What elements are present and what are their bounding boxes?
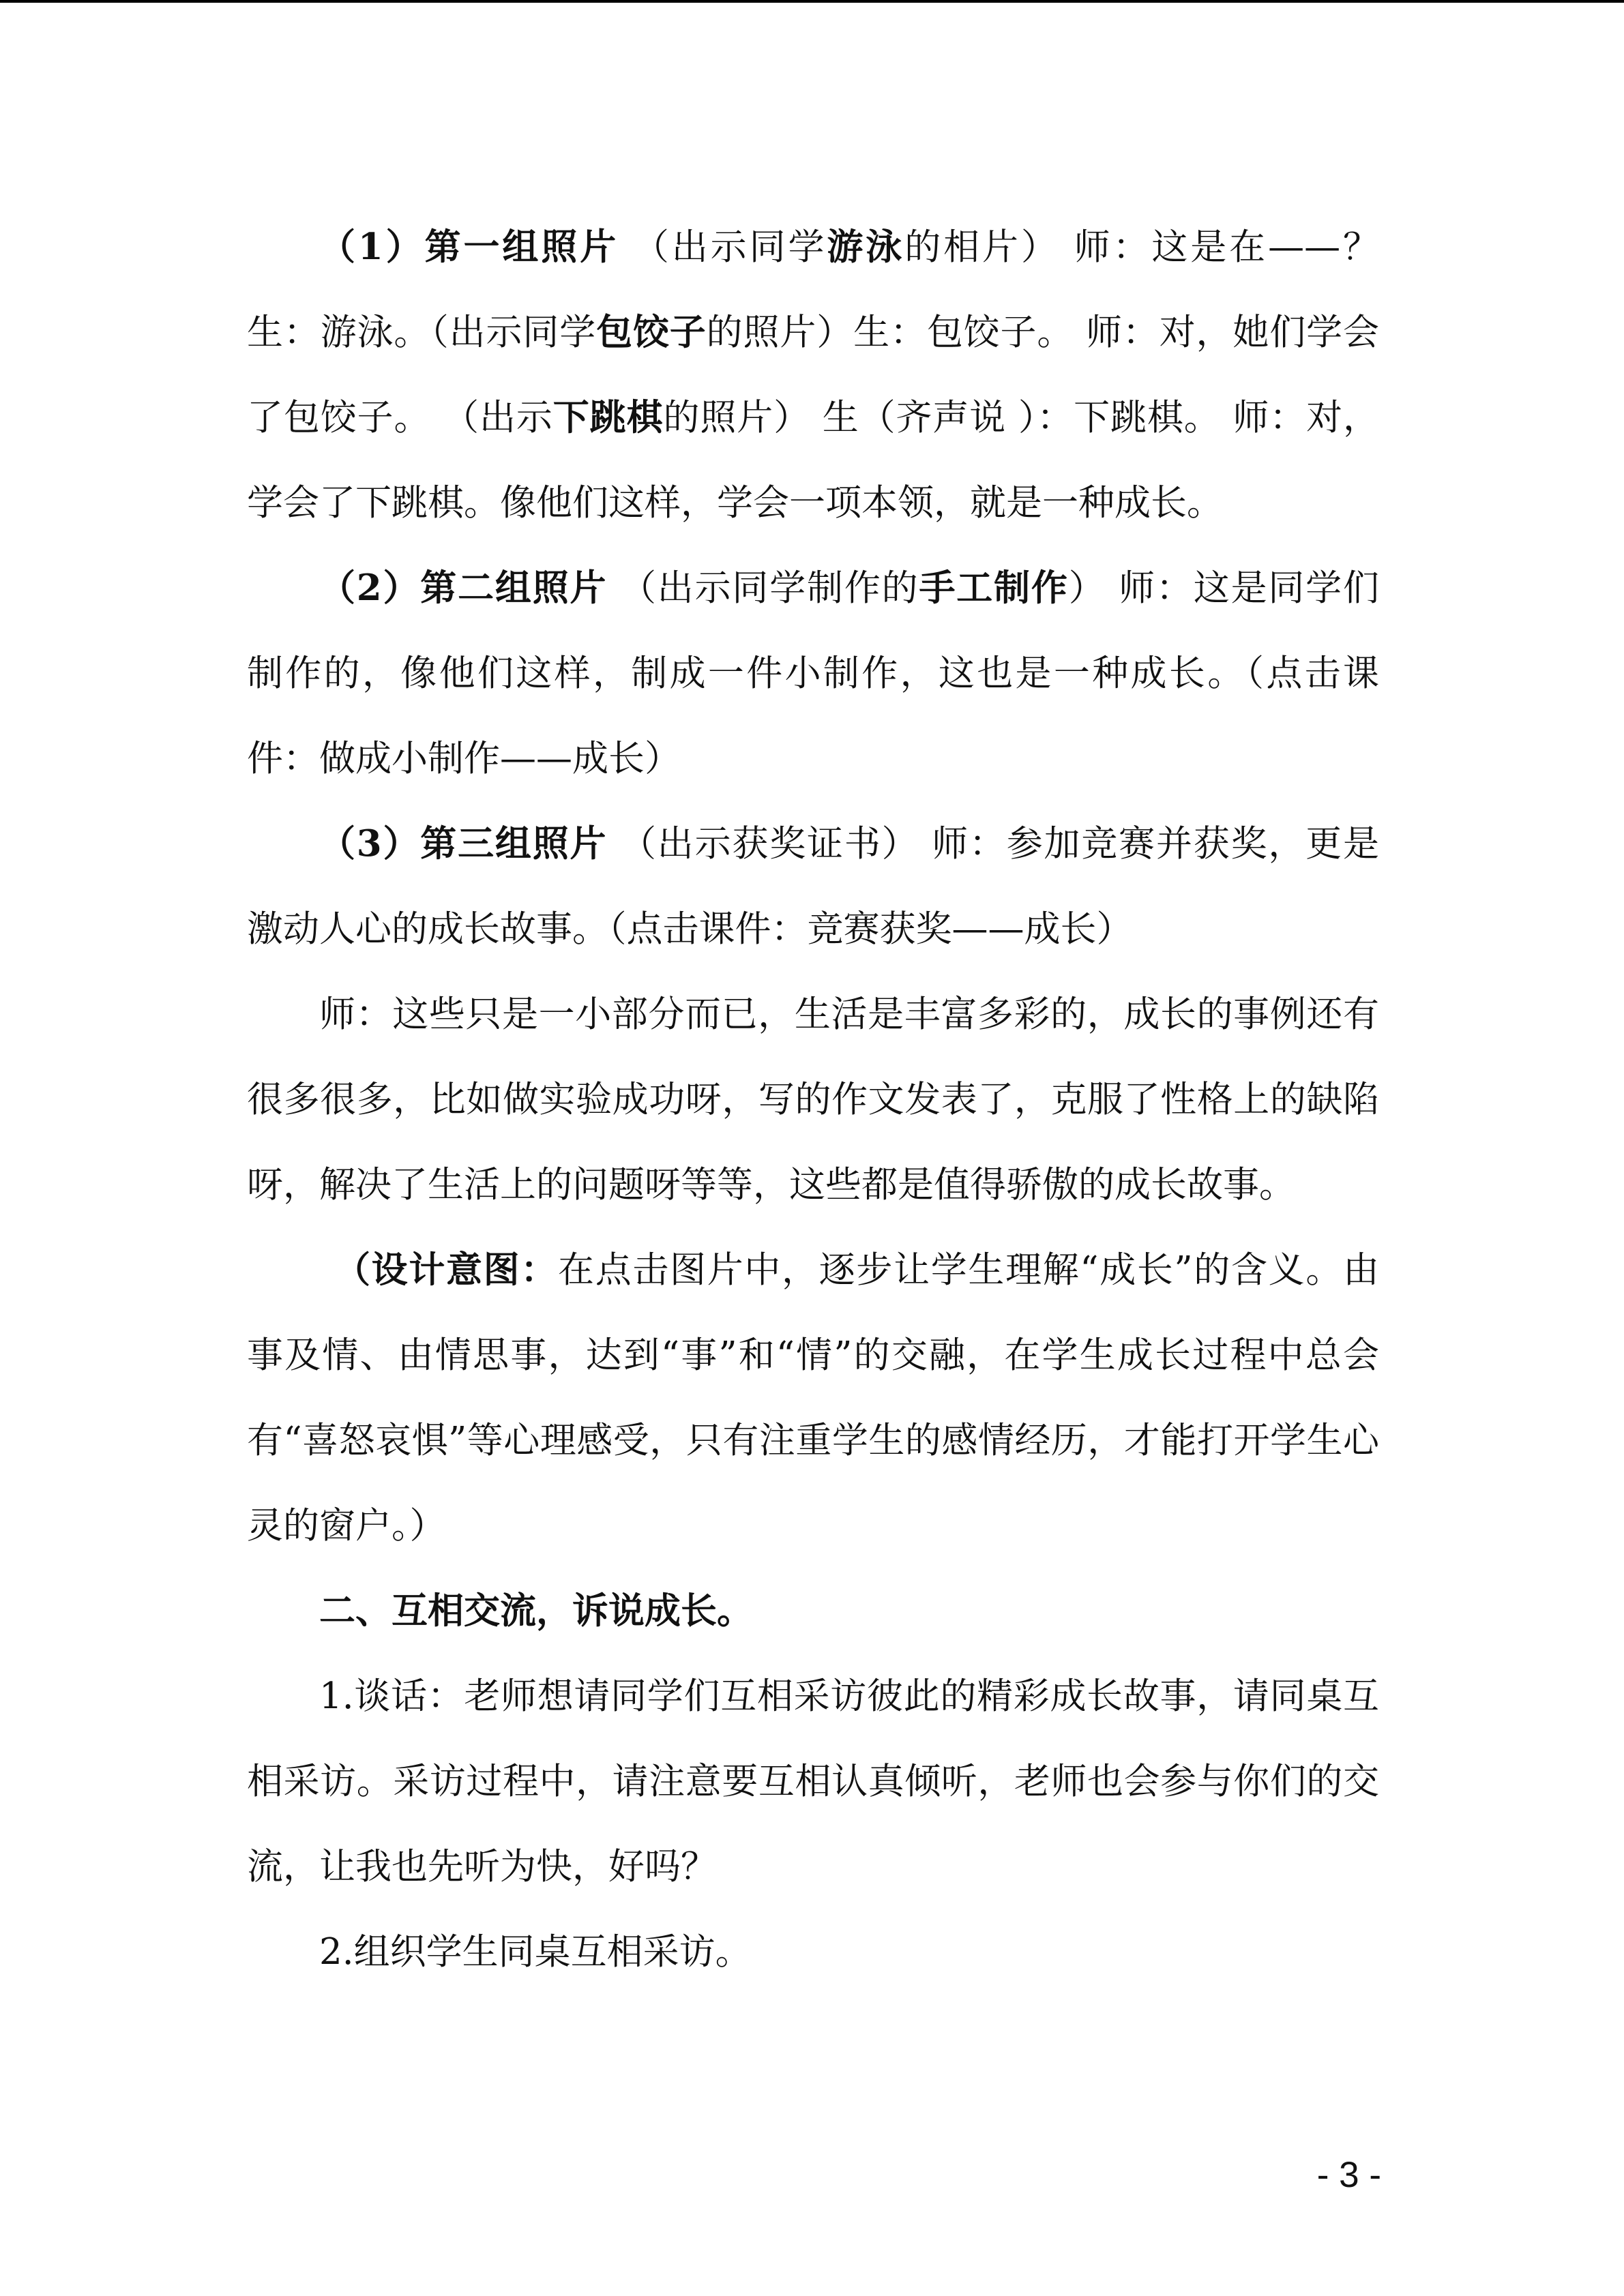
text-segment: 在点击图片中，逐步让学生理解“成长”的含义。由事及情、由情思事，达到“事”和“情”的交融，在学生成长过程中总会有“喜怒哀惧”等心理感受，只有注重学生的感情经历，才能打开学生心灵的窗户。） (247, 1249, 1379, 1547)
keyword-swimming: 游泳 (827, 226, 905, 268)
photo-group-2-heading: （2）第二组照片 (319, 567, 608, 609)
keyword-checkers: 下跳棋 (552, 396, 664, 438)
paragraph-step-2 (247, 1909, 1379, 1995)
text-segment: 师：这些只是一小部分而已，生活是丰富多彩的，成长的事例还有很多很多，比如做实验成功呀，写的作文发表了，克服了性格上的缺陷呀，解决了生活上的问题呀等等，这些都是值得骄傲的成长故事。 (247, 994, 1379, 1206)
section-heading-text: 二、互相交流，诉说成长。 (319, 1590, 753, 1632)
design-intent-label: （设计意图： (334, 1249, 559, 1291)
text-segment: （出示获奖证书） 师：参加竞赛并获奖，更是激动人心的成长故事。（点击课件：竞赛获奖——成长） (247, 823, 1379, 950)
paragraph-step-1 (247, 1654, 1379, 1909)
keyword-handicraft: 手工制作 (919, 567, 1069, 609)
paragraph-photo-group-1 (247, 205, 1379, 546)
paragraph-photo-group-2 (247, 546, 1379, 801)
text-segment: 1.谈话：老师想请同学们互相采访彼此的精彩成长故事，请同桌互相采访。采访过程中，请注意要互相认真倾听，老师也会参与你们的交流，让我也先听为快，好吗？ (247, 1675, 1379, 1888)
text-segment: 的相片） 师：这是在——？生：游泳。（出示同学 (247, 226, 1379, 353)
text-segment: 的照片）生：包饺子。 师：对，她们学会了包饺子。 （出示 (247, 312, 1379, 438)
text-segment: （出示同学 (619, 226, 827, 268)
document-body (247, 205, 1379, 1995)
text-segment: 的照片） 生（齐声说 ）：下跳棋。 师：对，学会了下跳棋。像他们这样，学会一项本领，就是一种成长。 (247, 397, 1380, 524)
page-top-border (0, 0, 1624, 3)
paragraph-photo-group-3 (247, 801, 1379, 972)
keyword-dumplings: 包饺子 (596, 311, 707, 353)
text-segment: 2.组织学生同桌互相采访。 (319, 1931, 752, 1973)
text-segment: ） 师：这是同学们制作的，像他们这样，制成一件小制作，这也是一种成长。（点击课件：做成小制作——成长） (247, 567, 1379, 779)
section-heading-exchange (247, 1568, 1379, 1654)
photo-group-3-heading: （3）第三组照片 (319, 822, 608, 865)
page-number: - 3 - (1316, 2155, 1381, 2195)
paragraph-teacher-summary (247, 972, 1379, 1227)
text-segment: （出示同学制作的 (607, 567, 919, 609)
photo-group-1-heading: （1）第一组照片 (319, 226, 619, 268)
paragraph-design-intent (247, 1227, 1379, 1568)
